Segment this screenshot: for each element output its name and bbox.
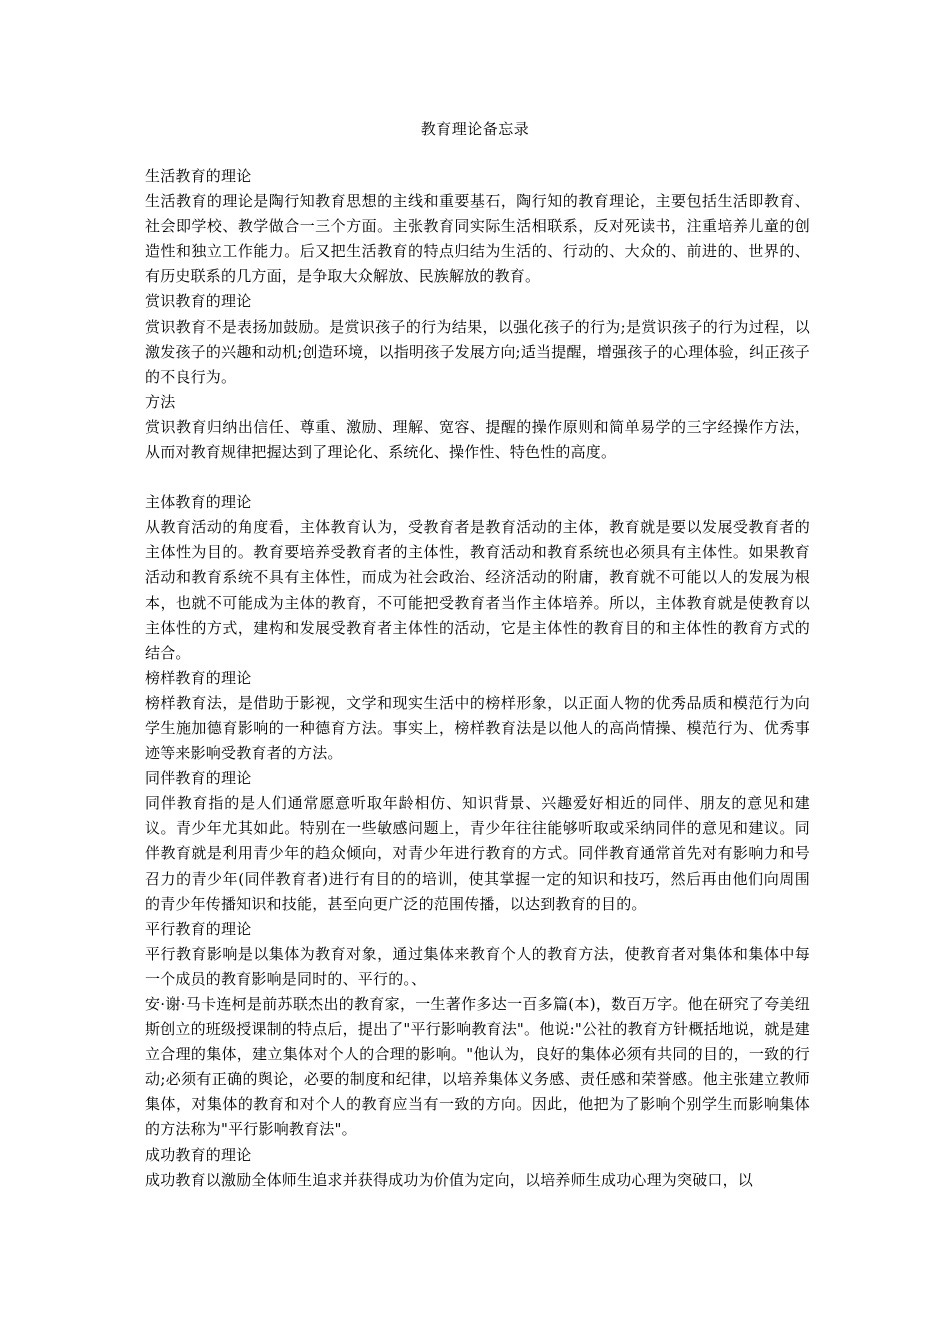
- section-heading-life-education: 生活教育的理论: [145, 167, 252, 185]
- blank-line: [145, 465, 810, 490]
- section-heading-role-model-education: 榜样教育的理论: [145, 668, 252, 687]
- section-heading-appreciation-education: 赏识教育的理论: [145, 292, 252, 311]
- section-heading-parallel-education: 平行教育的理论: [145, 919, 252, 938]
- section-paragraph-appreciation-education: 赏识教育不是表扬加鼓励。是赏识孩子的行为结果，以强化孩子的行为;是赏识孩子的行为过程，以激发孩子的兴趣和动机;创造环境，以指明孩子发展方向;适当提醒，增强孩子的心理体验，纠正孩子的不良行为。: [145, 317, 810, 386]
- section-paragraph-subject-education: 从教育活动的角度看，主体教育认为，受教育者是教育活动的主体，教育就是要以发展受教育者的主体性为目的。教育要培养受教育者的主体性，教育活动和教育系统也必须具有主体性。如果教育活动和教育系统不具有主体性，而成为社会政治、经济活动的附庸，教育就不可能以人的发展为根本，也就不可能成为主体的教育，不可能把受教育者当作主体培养。所以，主体教育就是使教育以主体性的方式，建构和发展受教育者主体性的活动，它是主体性的教育目的和主体性的教育方式的结合。: [145, 518, 810, 662]
- section-paragraph-method: 赏识教育归纳出信任、尊重、激励、理解、宽容、提醒的操作原则和简单易学的三字经操作方法，从而对教育规律把握达到了理论化、系统化、操作性、特色性的高度。: [145, 417, 810, 462]
- document-body: [145, 164, 810, 1193]
- section-paragraph-success-education: 成功教育以激励全体师生追求并获得成功为价值为定向，以培养师生成功心理为突破口，以: [145, 1170, 754, 1189]
- section-paragraph-life-education: 生活教育的理论是陶行知教育思想的主线和重要基石，陶行知的教育理论，主要包括生活即教育、社会即学校、教学做合一三个方面。主张教育同实际生活相联系，反对死读书，注重培养儿童的创造性和独立工作能力。后又把生活教育的特点归结为生活的、行动的、大众的、前进的、世界的、有历史联系的几方面，是争取大众解放、民族解放的教育。: [145, 192, 810, 286]
- section-paragraph-peer-education: 同伴教育指的是人们通常愿意听取年龄相仿、知识背景、兴趣爱好相近的同伴、朋友的意见和建议。青少年尤其如此。特别在一些敏感问题上，青少年往往能够听取或采纳同伴的意见和建议。同伴教育就是利用青少年的趋众倾向，对青少年进行教育的方式。同伴教育通常首先对有影响力和号召力的青少年(同伴教育者)进行有目的的培训，使其掌握一定的知识和技巧，然后再由他们向周围的青少年传播知识和技能，甚至向更广泛的范围传播，以达到教育的目的。: [145, 794, 810, 913]
- section-heading-success-education: 成功教育的理论: [145, 1145, 252, 1164]
- section-paragraph-parallel-education-2: 安·谢·马卡连柯是前苏联杰出的教育家，一生著作多达一百多篇(本)，数百万字。他在研究了夸美纽斯创立的班级授课制的特点后，提出了"平行影响教育法"。他说:"公社的教育方针概括地说，就是建立合理的集体，建立集体对个人的合理的影响。"他认为，良好的集体必须有共同的目的，一致的行动;必须有正确的舆论，必要的制度和纪律，以培养集体义务感、责任感和荣誉感。他主张建立教师集体，对集体的教育和对个人的教育应当有一致的方向。因此，他把为了影响个别学生而影响集体的方法称为"平行影响教育法"。: [145, 995, 810, 1139]
- section-paragraph-parallel-education-1: 平行教育影响是以集体为教育对象，通过集体来教育个人的教育方法，使教育者对集体和集体中每一个成员的教育影响是同时的、平行的。、: [145, 944, 810, 988]
- section-heading-peer-education: 同伴教育的理论: [145, 769, 252, 788]
- section-heading-method: 方法: [145, 392, 176, 411]
- document-title: 教育理论备忘录: [420, 120, 530, 138]
- section-heading-subject-education: 主体教育的理论: [145, 493, 252, 512]
- section-paragraph-role-model-education: 榜样教育法，是借助于影视，文学和现实生活中的榜样形象，以正面人物的优秀品质和模范行为向学生施加德育影响的一种德育方法。事实上，榜样教育法是以他人的高尚情操、模范行为、优秀事迹等来影响受教育者的方法。: [145, 693, 810, 763]
